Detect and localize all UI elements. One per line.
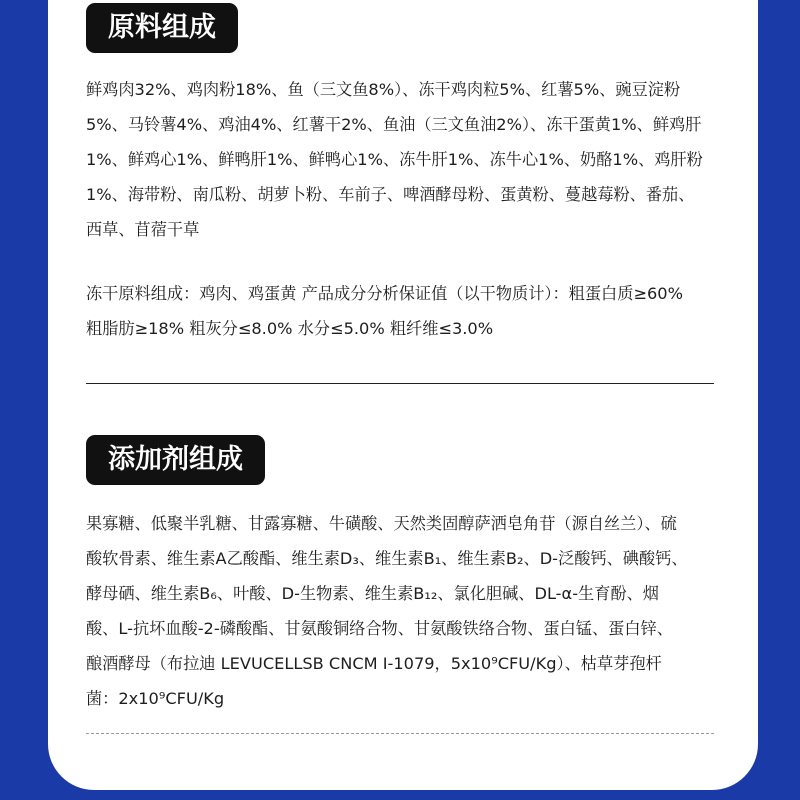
additives-line: 酿酒酵母（布拉迪 LEVUCELLSB CNCM I-1079，5x10⁹CFU/Kg）、枯草芽孢杆	[86, 654, 662, 673]
ingredients-line: 1%、鲜鸡心1%、鲜鸭肝1%、鲜鸭心1%、冻牛肝1%、冻牛心1%、奶酪1%、鸡肝粉	[86, 150, 703, 169]
additives-line: 果寡糖、低聚半乳糖、甘露寡糖、牛磺酸、天然类固醇萨洒皂角苷（源自丝兰）、硫	[86, 514, 677, 533]
additives-line: 酸、L-抗坏血酸-2-磷酸酯、甘氨酸铜络合物、甘氨酸铁络合物、蛋白锰、蛋白锌、	[86, 619, 673, 638]
dashed-divider	[86, 733, 714, 734]
ingredients-line: 1%、海带粉、南瓜粉、胡萝卜粉、车前子、啤酒酵母粉、蛋黄粉、蔓越莓粉、番茄、	[86, 185, 695, 204]
freeze-dried-composition	[86, 276, 726, 346]
additives-line: 酵母硒、维生素B₆、叶酸、D-生物素、维生素B₁₂、氯化胆碱、DL-α-生育酚、烟	[86, 584, 659, 603]
section-title-additives: 添加剂组成	[86, 435, 265, 485]
content-card	[48, 0, 758, 790]
additives-list	[86, 506, 726, 716]
ingredients-line: 鲜鸡肉32%、鸡肉粉18%、鱼（三文鱼8%）、冻干鸡肉粒5%、红薯5%、豌豆淀粉	[86, 80, 681, 99]
freeze-dried-line: 粗脂肪≥18% 粗灰分≤8.0% 水分≤5.0% 粗纤维≤3.0%	[86, 319, 494, 338]
additives-line: 菌：2x10⁹CFU/Kg	[86, 689, 225, 708]
section-title-ingredients: 原料组成	[86, 3, 238, 53]
section-divider	[86, 383, 714, 384]
additives-line: 酸软骨素、维生素A乙酸酯、维生素D₃、维生素B₁、维生素B₂、D-泛酸钙、碘酸钙、	[86, 549, 688, 568]
ingredients-list	[86, 72, 726, 247]
ingredients-line: 5%、马铃薯4%、鸡油4%、红薯干2%、鱼油（三文鱼油2%）、冻干蛋黄1%、鲜鸡肝	[86, 115, 702, 134]
freeze-dried-line: 冻干原料组成：鸡肉、鸡蛋黄 产品成分分析保证值（以干物质计）：粗蛋白质≥60%	[86, 284, 683, 303]
ingredients-line: 西草、苜蓿干草	[86, 220, 200, 239]
